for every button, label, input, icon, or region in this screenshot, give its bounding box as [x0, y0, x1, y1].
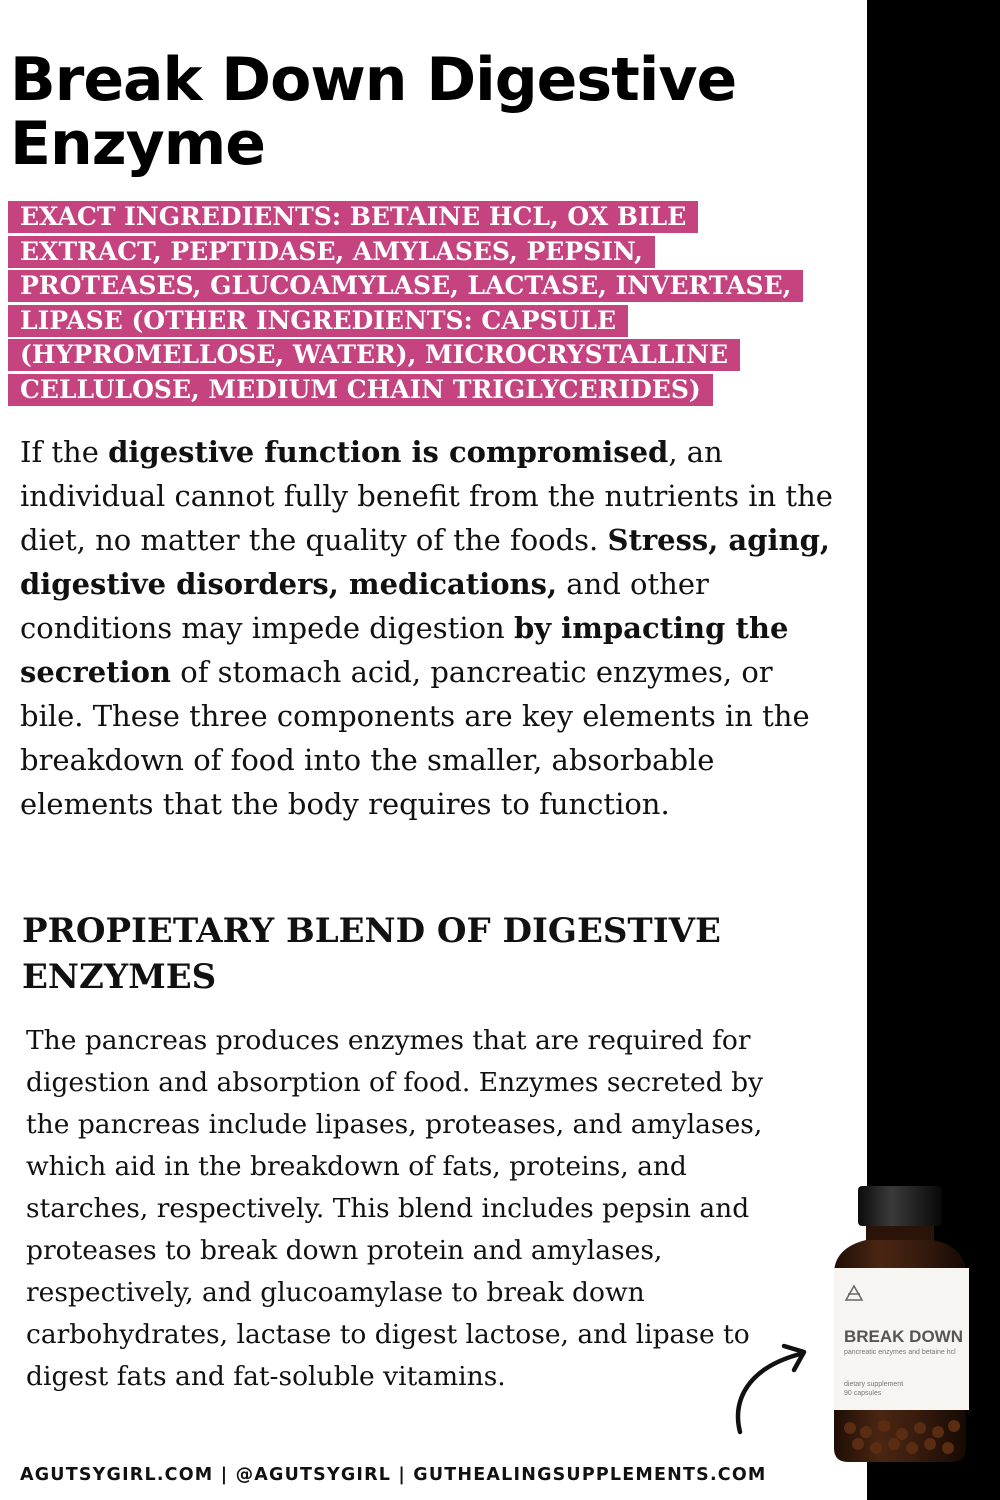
bottle-type: dietary supplement: [844, 1381, 904, 1388]
intro-text: , an individual cannot fully benefit from the nutrients in the diet, no matter the quality of the foods.: [20, 435, 833, 557]
title-line-1: Break Down Digestive: [10, 45, 737, 115]
ingredients-line: LIPASE (OTHER INGREDIENTS: CAPSULE: [8, 305, 628, 337]
bottle-brand: BREAK DOWN: [844, 1327, 963, 1346]
ingredients-line: (HYPROMELLOSE, WATER), MICROCRYSTALLINE: [8, 339, 740, 371]
curved-arrow-icon: [728, 1340, 818, 1435]
footer-links: AGUTSYGIRL.COM | @AGUTSYGIRL | GUTHEALINGSUPPLEMENTS.COM: [20, 1465, 767, 1485]
intro-text: If the: [20, 435, 109, 469]
intro-text: and other conditions may impede digestion: [20, 567, 709, 645]
intro-bold-text: Stress, aging, digestive disorders, medications,: [20, 523, 830, 601]
intro-text: of stomach acid, pancreatic enzymes, or bile. These three components are key elements in the breakdown of food into the smaller, absorbable elements that the body requires to function.: [20, 655, 810, 821]
ingredients-line: EXTRACT, PEPTIDASE, AMYLASES, PEPSIN,: [8, 236, 655, 268]
intro-bold-text: by impacting the secretion: [20, 611, 789, 689]
ingredients-highlight-block: [8, 200, 838, 407]
intro-bold-text: digestive function is compromised: [108, 435, 669, 469]
supplement-bottle-image: [826, 1182, 974, 1464]
intro-paragraph: [20, 430, 835, 826]
pancreas-paragraph: The pancreas produces enzymes that are required for digestion and absorption of food. Enzymes secreted by the pancreas include lipases, proteases, and amylases, which aid in the breakdown of fats, proteins, and starches, respectively. This blend includes pepsin and proteases to break down protein and amylases, respectively, and glucoamylase to break down carbohydrates, lactase to digest lactose, and lipase to digest fats and fat-soluble vitamins.: [26, 1025, 764, 1392]
ingredients-line: EXACT INGREDIENTS: BETAINE HCL, OX BILE: [8, 201, 698, 233]
section-heading: PROPIETARY BLEND OF DIGESTIVE ENZYMES: [22, 911, 721, 997]
page-title: [10, 45, 850, 179]
title-line-2: Enzyme: [10, 109, 265, 179]
bottle-subtitle: pancreatic enzymes and betaine hcl: [844, 1349, 956, 1356]
ingredients-line: PROTEASES, GLUCOAMYLASE, LACTASE, INVERTASE,: [8, 270, 803, 302]
bottle-count: 90 capsules: [844, 1390, 882, 1397]
ingredients-line: CELLULOSE, MEDIUM CHAIN TRIGLYCERIDES): [8, 374, 713, 406]
